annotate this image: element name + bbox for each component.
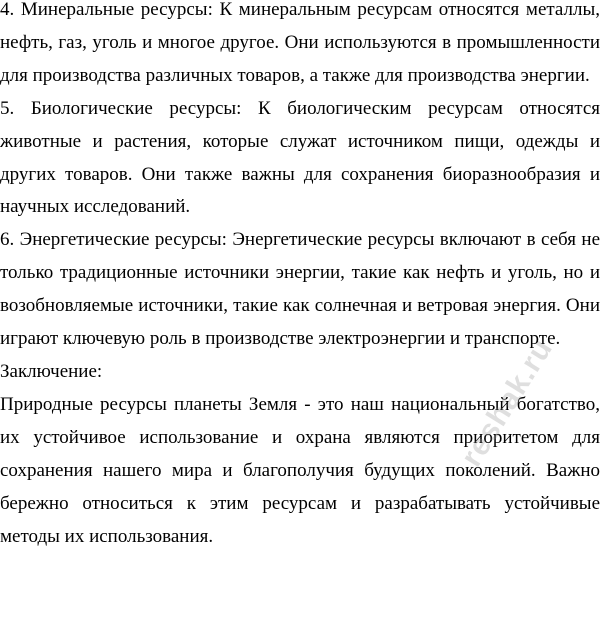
paragraph-biological-resources: 5. Биологические ресурсы: К биологическим ресурсам относятся животные и растения, которые служат источником пищи, одежды и других товаров. Они также важны для сохранения биоразнообразия и научных исследований.: [0, 97, 600, 218]
watermark-logo: reshak.ru: [455, 332, 560, 473]
paragraph-mineral-resources: 4. Минеральные ресурсы: К минеральным ресурсам относятся металлы, нефть, газ, уголь и многое другое. Они используются в промышленности для производства различных товаров, а также для производства энергии.: [0, 0, 600, 86]
conclusion-heading: Заключение:: [0, 360, 103, 382]
conclusion-paragraph: Природные ресурсы планеты Земля - это наш национальный богатство, их устойчивое использование и охрана являются приоритетом для сохранения нашего мира и благополучия будущих поколений. Важно бережно относиться к этим ресурсам и разрабатывать устойчивые методы их использования.: [0, 393, 600, 547]
paragraph-energy-resources: 6. Энергетические ресурсы: Энергетические ресурсы включают в себя не только традиционные источники энергии, такие как нефть и уголь, но и возобновляемые источники, такие как солнечная и ветровая энергия. Они играют ключевую роль в производстве электроэнергии и транспорте.: [0, 229, 600, 350]
